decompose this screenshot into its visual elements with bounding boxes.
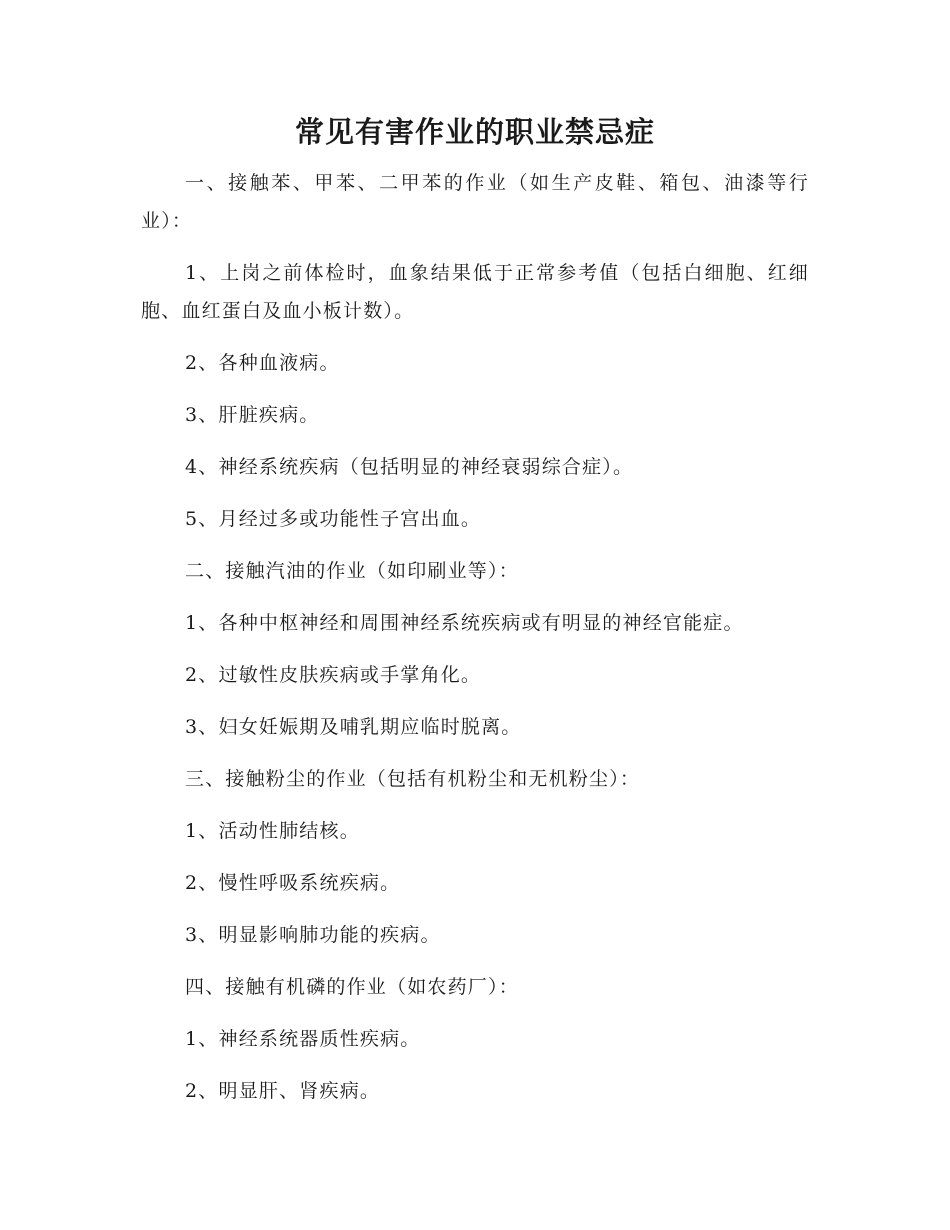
paragraph: 一、接触苯、甲苯、二甲苯的作业（如生产皮鞋、箱包、油漆等行业）： xyxy=(141,172,809,232)
paragraph: 2、过敏性皮肤疾病或手掌角化。 xyxy=(185,664,482,686)
paragraph: 1、上岗之前体检时，血象结果低于正常参考值（包括白细胞、红细胞、血红蛋白及血小板计数）。 xyxy=(141,262,809,322)
paragraph: 4、神经系统疾病（包括明显的神经衰弱综合症）。 xyxy=(185,456,634,478)
paragraph: 3、妇女妊娠期及哺乳期应临时脱离。 xyxy=(185,716,522,738)
paragraph: 2、各种血液病。 xyxy=(185,352,340,374)
paragraph: 5、月经过多或功能性子宫出血。 xyxy=(185,508,482,530)
paragraph: 1、各种中枢神经和周围神经系统疾病或有明显的神经官能症。 xyxy=(185,612,744,634)
paragraph: 3、肝脏疾病。 xyxy=(185,404,320,426)
paragraph: 三、接触粉尘的作业（包括有机粉尘和无机粉尘）： xyxy=(185,768,641,790)
paragraph: 3、明显影响肺功能的疾病。 xyxy=(185,924,441,946)
document-title: 常见有害作业的职业禁忌症 xyxy=(294,115,655,149)
paragraph: 1、活动性肺结核。 xyxy=(185,820,360,842)
paragraph: 二、接触汽油的作业（如印刷业等）： xyxy=(185,560,519,582)
paragraph: 四、接触有机磷的作业（如农药厂）： xyxy=(185,976,519,998)
paragraph: 2、明显肝、肾疾病。 xyxy=(185,1080,381,1102)
paragraph: 1、神经系统器质性疾病。 xyxy=(185,1028,421,1050)
paragraph: 2、慢性呼吸系统疾病。 xyxy=(185,872,401,894)
document-body xyxy=(141,164,809,1124)
